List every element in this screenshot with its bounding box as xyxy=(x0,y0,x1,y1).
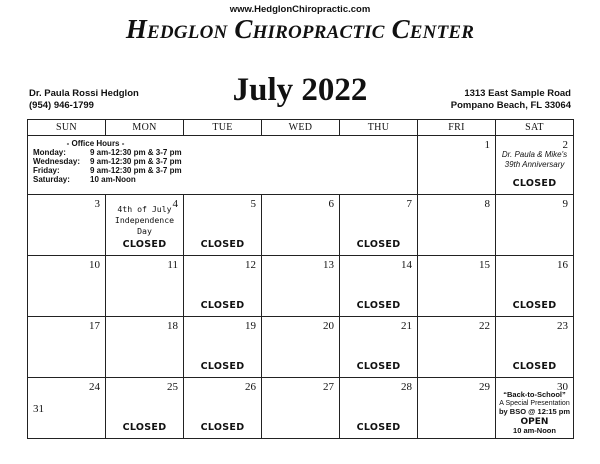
hours-row xyxy=(33,166,182,175)
day-cell-11 xyxy=(106,256,184,317)
day-number: 14 xyxy=(401,259,412,271)
center-name: Hedglon Chiropractic Center xyxy=(125,14,475,44)
day-cell-9 xyxy=(496,195,574,256)
day-cell-3 xyxy=(28,195,106,256)
week-row-1 xyxy=(28,136,574,195)
hours-day: Friday: xyxy=(33,166,60,175)
closed-label: CLOSED xyxy=(356,361,401,372)
closed-label: CLOSED xyxy=(200,300,245,311)
hours-time: 9 am-12:30 pm & 3-7 pm xyxy=(90,148,182,157)
hours-time: 10 am-Noon xyxy=(90,175,136,184)
phone-number: (954) 946-1799 xyxy=(29,100,94,111)
day-cell-17 xyxy=(28,317,106,378)
day-cell-27 xyxy=(262,378,340,439)
day-number: 26 xyxy=(245,381,256,393)
closed-label: CLOSED xyxy=(122,422,167,433)
doctor-name: Dr. Paula Rossi Hedglon xyxy=(29,88,139,99)
day-cell-6 xyxy=(262,195,340,256)
closed-label: CLOSED xyxy=(200,422,245,433)
day-number: 27 xyxy=(323,381,334,393)
day-number: 8 xyxy=(484,198,490,210)
closed-label: CLOSED xyxy=(356,239,401,250)
closed-label: CLOSED xyxy=(512,361,557,372)
day-cell-10 xyxy=(28,256,106,317)
anniversary-note xyxy=(496,150,573,170)
day-number: 20 xyxy=(323,320,334,332)
day-cell-12 xyxy=(184,256,262,317)
hours-day: Saturday: xyxy=(33,175,70,184)
weekday-tue: TUE xyxy=(184,120,262,136)
day-number: 4 xyxy=(172,198,178,210)
closed-label: CLOSED xyxy=(356,422,401,433)
day-cell-21 xyxy=(340,317,418,378)
weekday-wed: WED xyxy=(262,120,340,136)
weekday-header-row xyxy=(28,120,574,136)
day-number: 19 xyxy=(245,320,256,332)
website-url[interactable]: www.HedglonChiropractic.com xyxy=(229,4,371,15)
holiday-line: Day xyxy=(137,226,152,236)
hours-row xyxy=(33,157,182,166)
closed-label: CLOSED xyxy=(200,361,245,372)
address-line-2: Pompano Beach, FL 33064 xyxy=(450,100,571,111)
day-number: 10 xyxy=(89,259,100,271)
day-number: 30 xyxy=(557,381,568,393)
anniversary-line: 39th Anniversary xyxy=(504,160,565,169)
hours-time: 9 am-12:30 pm & 3-7 pm xyxy=(90,166,182,175)
day-number: 6 xyxy=(328,198,334,210)
day-number: 29 xyxy=(479,381,490,393)
office-hours xyxy=(33,139,182,184)
day-cell-2 xyxy=(496,136,574,195)
closed-label: CLOSED xyxy=(512,300,557,311)
closed-label: CLOSED xyxy=(200,239,245,250)
hours-row xyxy=(33,148,182,157)
weekday-sun: SUN xyxy=(28,120,106,136)
weekday-sat: SAT xyxy=(496,120,574,136)
closed-label: CLOSED xyxy=(122,239,167,250)
anniversary-line: Dr. Paula & Mike's xyxy=(501,150,568,159)
day-cell-5 xyxy=(184,195,262,256)
closed-label: CLOSED xyxy=(512,178,557,189)
day-number: 24 xyxy=(89,381,100,393)
day-cell-15 xyxy=(418,256,496,317)
day-cell-24-31 xyxy=(28,378,106,439)
weekday-fri: FRI xyxy=(418,120,496,136)
day-number: 1 xyxy=(484,139,490,151)
weekday-thu: THU xyxy=(340,120,418,136)
day-cell-7 xyxy=(340,195,418,256)
day-number: 9 xyxy=(562,198,568,210)
day-cell-22 xyxy=(418,317,496,378)
day-number: 17 xyxy=(89,320,100,332)
holiday-note xyxy=(106,204,183,237)
day-cell-1 xyxy=(418,136,496,195)
school-line: A Special Presentation xyxy=(499,399,570,407)
hours-day: Wednesday: xyxy=(33,157,80,166)
calendar-grid xyxy=(27,119,574,439)
day-cell-18 xyxy=(106,317,184,378)
week-row-4 xyxy=(28,317,574,378)
day-number: 5 xyxy=(250,198,256,210)
office-hours-title: - Office Hours - xyxy=(66,139,125,148)
weekday-mon: MON xyxy=(106,120,184,136)
office-hours-cell xyxy=(28,136,418,195)
day-cell-13 xyxy=(262,256,340,317)
school-title: “Back-to-School” xyxy=(503,390,566,399)
hours-time: 9 am-12:30 pm & 3-7 pm xyxy=(90,157,182,166)
open-label: OPEN xyxy=(520,416,549,427)
day-cell-19 xyxy=(184,317,262,378)
day-cell-26 xyxy=(184,378,262,439)
week-row-3 xyxy=(28,256,574,317)
closed-label: CLOSED xyxy=(356,300,401,311)
holiday-line: 4th of July xyxy=(117,204,172,214)
address xyxy=(451,88,571,112)
back-to-school-note xyxy=(496,391,573,435)
day-number-31: 31 xyxy=(33,403,44,415)
day-cell-14 xyxy=(340,256,418,317)
day-number: 15 xyxy=(479,259,490,271)
day-number: 25 xyxy=(167,381,178,393)
school-line: by BSO @ 12:15 pm xyxy=(498,407,571,416)
day-number: 3 xyxy=(94,198,100,210)
open-hours: 10 am-Noon xyxy=(513,425,556,435)
hours-row xyxy=(33,175,182,184)
day-cell-4 xyxy=(106,195,184,256)
holiday-line: Independence xyxy=(114,215,175,225)
day-cell-25 xyxy=(106,378,184,439)
day-cell-30 xyxy=(496,378,574,439)
day-number: 2 xyxy=(562,139,568,151)
day-number: 7 xyxy=(406,198,412,210)
day-cell-8 xyxy=(418,195,496,256)
day-number: 11 xyxy=(167,259,178,271)
address-line-1: 1313 East Sample Road xyxy=(464,88,571,99)
doctor-contact xyxy=(29,88,139,112)
day-cell-29 xyxy=(418,378,496,439)
day-number: 23 xyxy=(557,320,568,332)
week-row-2 xyxy=(28,195,574,256)
week-row-5 xyxy=(28,378,574,439)
day-number: 12 xyxy=(245,259,256,271)
day-cell-20 xyxy=(262,317,340,378)
day-number: 16 xyxy=(557,259,568,271)
day-number: 18 xyxy=(167,320,178,332)
hours-day: Monday: xyxy=(33,148,66,157)
day-number: 28 xyxy=(401,381,412,393)
day-number: 21 xyxy=(401,320,412,332)
day-number: 13 xyxy=(323,259,334,271)
day-cell-23 xyxy=(496,317,574,378)
day-number: 22 xyxy=(479,320,490,332)
day-cell-28 xyxy=(340,378,418,439)
month-title: July 2022 xyxy=(232,72,368,108)
day-cell-16 xyxy=(496,256,574,317)
